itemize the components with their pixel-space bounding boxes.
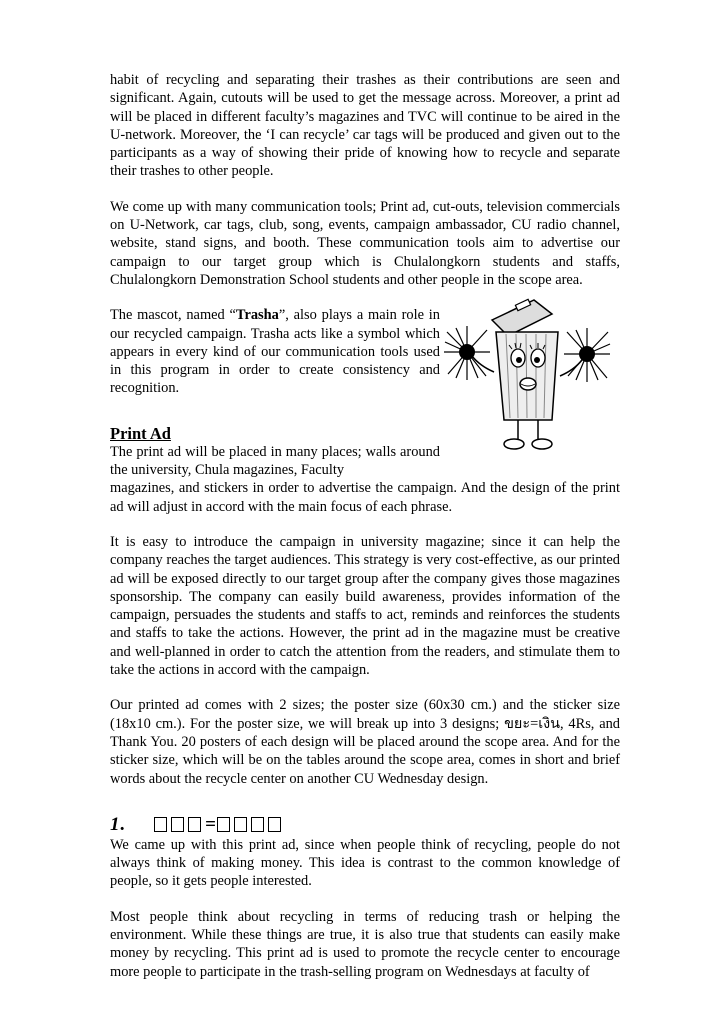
heading-number: 1. xyxy=(110,813,127,835)
mascot-text-before: The mascot, named “ xyxy=(110,307,236,324)
paragraph-mascot-trasha xyxy=(110,306,440,397)
paragraph-communication-tools: We come up with many communication tools; Print ad, cut-outs, television commercials on U-Network, car tags, club, song, events, campaign ambassador, CU radio channel, website, stand signs, and booth. These communication tools aim to advertise our campaign to our target group which is Chulalongkorn students and staffs, Chulalongkorn Demonstration School students and other people in the scope area. xyxy=(110,198,620,288)
mascot-name: Trasha xyxy=(235,307,279,324)
paragraph-recycle-center: Most people think about recycling in terms of reducing trash or helping the environment. While these things are true, it is also true that students can easily make money by recycling. This print ad is used to promote the recycle center to encourage more people to participate in the trash-selling program on Wednesdays at faculty of xyxy=(110,908,620,980)
paragraph-printed-ad-sizes: Our printed ad comes with 2 sizes; the poster size (60x30 cm.) and the sticker size (18x10 cm.). For the poster size, we will break up into 3 designs; ขยะ=เงิน, 4Rs, and Thank You. 20 posters of each design will be placed around the scope area. And for the sticker size, which will be on the tables around the scope area, comes in short and brief words about the recycle center on another CU Wednesday design. xyxy=(110,697,620,787)
document-page xyxy=(110,71,620,981)
paragraph-print-ad-placement-continued: magazines, and stickers in order to advertise the campaign. And the design of the print ad will adjust in accord with the main focus of each phrase. xyxy=(110,480,620,515)
print-ad-heading: Print Ad xyxy=(110,423,171,443)
heading-design-1 xyxy=(110,814,620,836)
trash-can-mascot-icon xyxy=(442,292,612,462)
mascot-text-after: ”, also plays a main role in our recycled campaign. Trasha acts like a symbol which appears in every kind of our communication tools used in this program in order to create consistency and recognition. xyxy=(110,307,440,397)
mascot-section xyxy=(110,306,620,479)
paragraph-print-ad-placement: The print ad will be placed in many places; walls around the university, Chula magazines, Faculty xyxy=(110,443,440,479)
paragraph-university-magazine: It is easy to introduce the campaign in university magazine; since it can help the company reaches the target audiences. This strategy is very cost-effective, as our printed ad will be exposed directly to our target group after the company gives those magazines sponsorship. The company can easily build awareness, provides information of the campaign, persuades the students and staffs to act, reminds and reinforces the students and staffs to take the actions. However, the print ad in the magazine must be creative and well-planned in order to catch the attention from the readers, and stimulate them to take the actions in accord with the campaign. xyxy=(110,533,620,679)
paragraph-money-idea: We came up with this print ad, since when people think of recycling, people do not always think of making money. This idea is contrast to the common knowledge of people, so it gets people interested. xyxy=(110,836,620,890)
paragraph-recycling-habit: habit of recycling and separating their trashes as their contributions are seen and significant. Again, cutouts will be used to get the message across. Moreover, a print ad will be placed in different faculty’s magazines and TVC will continue to be aired in the U-network. Moreover, the ‘I can recycle’ car tags will be produced and given out to the participants as a way of showing their pride of knowing how to recycle and separate their trashes to other people. xyxy=(110,72,620,180)
heading-equals: = xyxy=(205,813,217,835)
